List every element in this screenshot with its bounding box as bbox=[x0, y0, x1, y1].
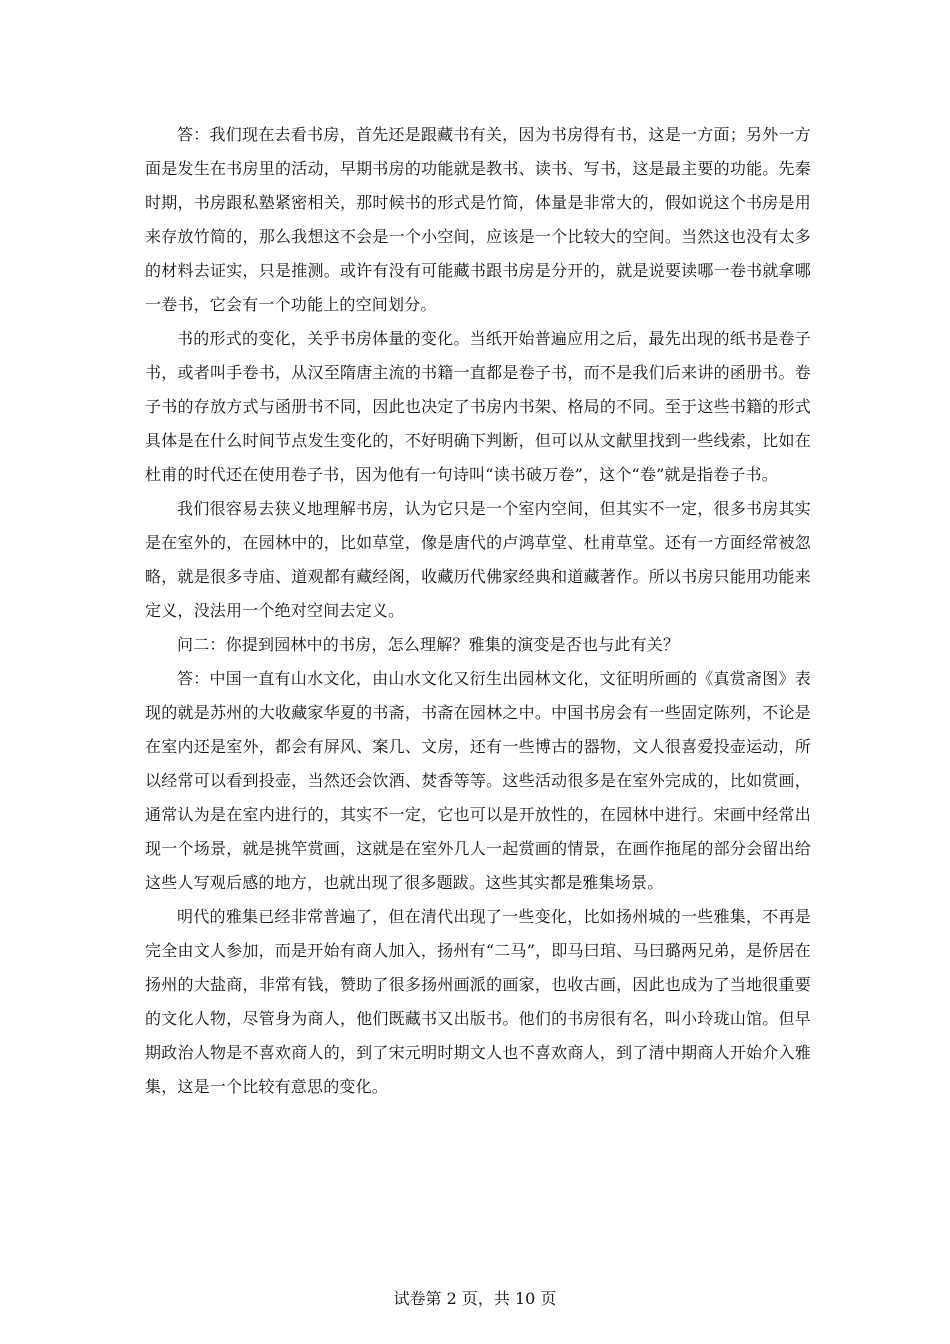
page-footer: 试卷第 2 页，共 10 页 bbox=[393, 1289, 557, 1308]
paragraph-outdoor-study: 我们很容易去狭义地理解书房，认为它只是一个室内空间，但其实不一定，很多书房其实是在室外的，在园林中的，比如草堂，像是唐代的卢鸿草堂、杜甫草堂。还有一方面经常被忽略，就是很多寺庙、道观都有藏经阁，收藏历代佛家经典和道藏著作。所以书房只能用功能来定义，没法用一个绝对空间去定义。 bbox=[145, 499, 811, 620]
paragraph-scroll-books: 书的形式的变化，关乎书房体量的变化。当纸开始普遍应用之后，最先出现的纸书是卷子书，或者叫手卷书，从汉至隋唐主流的书籍一直都是卷子书，而不是我们后来讲的函册书。卷子书的存放方式与函册书不同，因此也决定了书房内书架、格局的不同。至于这些书籍的形式具体是在什么时间节点发生变化的，不好明确下判断，但可以从文献里找到一些线索，比如在杜甫的时代还在使用卷子书，因为他有一句诗叫“读书破万卷”，这个“卷”就是指卷子书。 bbox=[145, 329, 811, 484]
paragraph-answer-2: 答：中国一直有山水文化，由山水文化又衍生出园林文化，文征明所画的《真赏斋图》表现的就是苏州的大收藏家华夏的书斋，书斋在园林之中。中国书房会有一些固定陈列，不论是在室内还是室外，都会有屏风、案几、文房，还有一些博古的器物，文人很喜爱投壶运动，所以经常可以看到投壶，当然还会饮酒、焚香等等。这些活动很多是在室外完成的，比如赏画，通常认为是在室内进行的，其实不一定，它也可以是开放性的，在园林中进行。宋画中经常出现一个场景，就是挑竿赏画，这就是在室外几人一起赏画的情景，在画作拖尾的部分会留出给这些人写观后感的地方，也就出现了很多题跋。这些其实都是雅集场景。 bbox=[145, 669, 811, 892]
paragraph-question-2: 问二：你提到园林中的书房，怎么理解？雅集的演变是否也与此有关？ bbox=[177, 635, 680, 654]
paragraph-ming-qing-gatherings: 明代的雅集已经非常普遍了，但在清代出现了一些变化，比如扬州城的一些雅集，不再是完全由文人参加，而是开始有商人加入，扬州有“二马”，即马曰琯、马曰璐两兄弟，是侨居在扬州的大盐商，非常有钱，赞助了很多扬州画派的画家，也收古画，因此也成为了当地很重要的文化人物，尽管身为商人，他们既藏书又出版书。他们的书房很有名，叫小玲珑山馆。但早期政治人物是不喜欢商人的，到了宋元明时期文人也不喜欢商人，到了清中期商人开始介入雅集，这是一个比较有意思的变化。 bbox=[145, 907, 811, 1096]
paragraph-answer-1: 答：我们现在去看书房，首先还是跟藏书有关，因为书房得有书，这是一方面；另外一方面是发生在书房里的活动，早期书房的功能就是教书、读书、写书，这是最主要的功能。先秦时期，书房跟私塾紧密相关，那时候书的形式是竹简，体量是非常大的，假如说这个书房是用来存放竹简的，那么我想这不会是一个小空间，应该是一个比较大的空间。当然这也没有太多的材料去证实，只是推测。或许有没有可能藏书跟书房是分开的，就是说要读哪一卷书就拿哪一卷书，它会有一个功能上的空间划分。 bbox=[145, 125, 811, 314]
document-body bbox=[145, 118, 811, 1104]
